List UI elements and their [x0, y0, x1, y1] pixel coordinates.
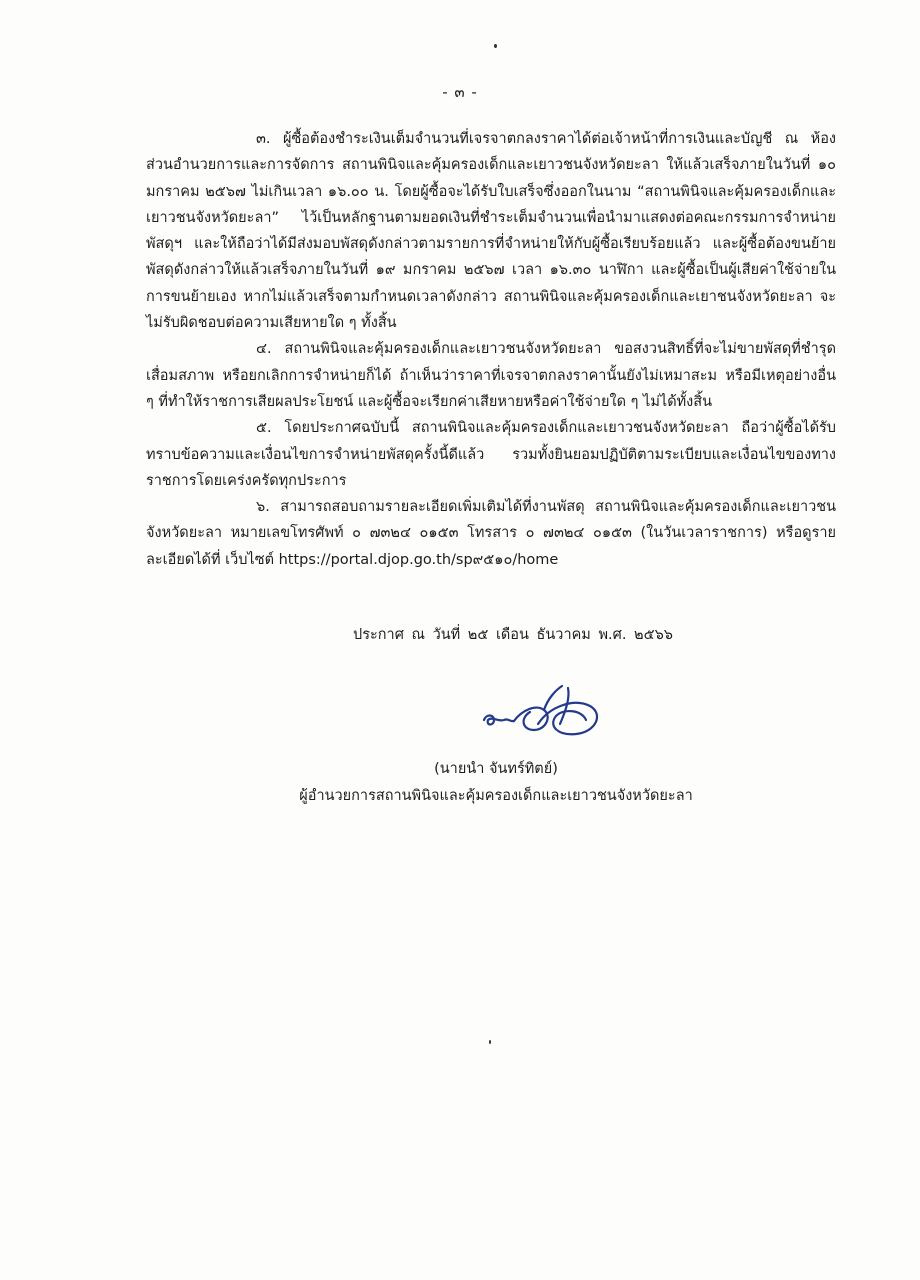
document-body	[146, 126, 836, 573]
clause-3: ๓. ผู้ซื้อต้องชำระเงินเต็มจำนวนที่เจรจาตกลงราคาได้ต่อเจ้าหน้าที่การเงินและบัญชี ณ ห้องส่วนอำนวยการและการจัดการ สถานพินิจและคุ้มครองเด็กและเยาวชนจังหวัดยะลา ให้แล้วเสร็จภายในวันที่ ๑๐ มกราคม ๒๕๖๗ ไม่เกินเวลา ๑๖.๐๐ น. โดยผู้ซื้อจะได้รับใบเสร็จซึ่งออกในนาม “สถานพินิจและคุ้มครองเด็กและเยาวชนจังหวัดยะลา” ไว้เป็นหลักฐานตามยอดเงินที่ชำระเต็มจำนวนเพื่อนำมาแสดงต่อคณะกรรมการจำหน่ายพัสดุฯ และให้ถือว่าได้มีส่งมอบพัสดุดังกล่าวตามรายการที่จำหน่ายให้กับผู้ซื้อเรียบร้อยแล้ว และผู้ซื้อต้องขนย้ายพัสดุดังกล่าวให้แล้วเสร็จภายในวันที่ ๑๙ มกราคม ๒๕๖๗ เวลา ๑๖.๓๐ นาฬิกา และผู้ซื้อเป็นผู้เสียค่าใช้จ่ายในการขนย้ายเอง หากไม่แล้วเสร็จตามกำหนดเวลาดังกล่าว สถานพินิจและคุ้มครองเด็กและเยาชนจังหวัดยะลา จะไม่รับผิดชอบต่อความเสียหายใด ๆ ทั้งสิ้น	[146, 131, 836, 332]
announcement-date: ประกาศ ณ วันที่ ๒๕ เดือน ธันวาคม พ.ศ. ๒๕๖๖	[353, 627, 673, 643]
clause-4: ๔. สถานพินิจและคุ้มครองเด็กและเยาวชนจังหวัดยะลา ขอสงวนสิทธิ์ที่จะไม่ขายพัสดุที่ชำรุดเสื่อมสภาพ หรือยกเลิกการจำหน่ายก็ได้ ถ้าเห็นว่าราคาที่เจรจาตกลงราคานั้นยังไม่เหมาสะม หรือมีเหตุอย่างอื่น ๆ ที่ทำให้ราชการเสียผลประโยชน์ และผู้ซื้อจะเรียกค่าเสียหายหรือค่าใช้จ่ายใด ๆ ไม่ได้ทั้งสิ้น	[146, 341, 836, 410]
page-number: - ๓ -	[442, 83, 478, 101]
scan-speck	[494, 44, 497, 48]
scan-speck	[489, 1040, 491, 1044]
clause-5: ๕. โดยประกาศฉบับนี้ สถานพินิจและคุ้มครองเด็กและเยาวชนจังหวัดยะลา ถือว่าผู้ซื้อได้รับทราบข้อความและเงื่อนไขการจำหน่ายพัสดุครั้งนี้ดีแล้ว รวมทั้งยินยอมปฏิบัติตามระเบียบและเงื่อนไขของทางราชการโดยเคร่งครัดทุกประการ	[146, 420, 836, 489]
handwritten-signature	[478, 680, 618, 740]
signer-title: ผู้อำนวยการสถานพินิจและคุ้มครองเด็กและเยาวชนจังหวัดยะลา	[299, 788, 693, 804]
clause-6: ๖. สามารถสอบถามรายละเอียดเพิ่มเติมได้ที่งานพัสดุ สถานพินิจและคุ้มครองเด็กและเยาวชนจังหวัดยะลา หมายเลขโทรศัพท์ ๐ ๗๓๒๔ ๐๑๕๓ โทรสาร ๐ ๗๓๒๔ ๐๑๕๓ (ในวันเวลาราชการ) หรือดูรายละเอียดได้ที่ เว็บไซต์ https://portal.djop.go.th/sp๙๕๑๐/home	[146, 499, 836, 568]
signer-name: (นายนำ จันทร์ทิตย์)	[434, 761, 558, 777]
